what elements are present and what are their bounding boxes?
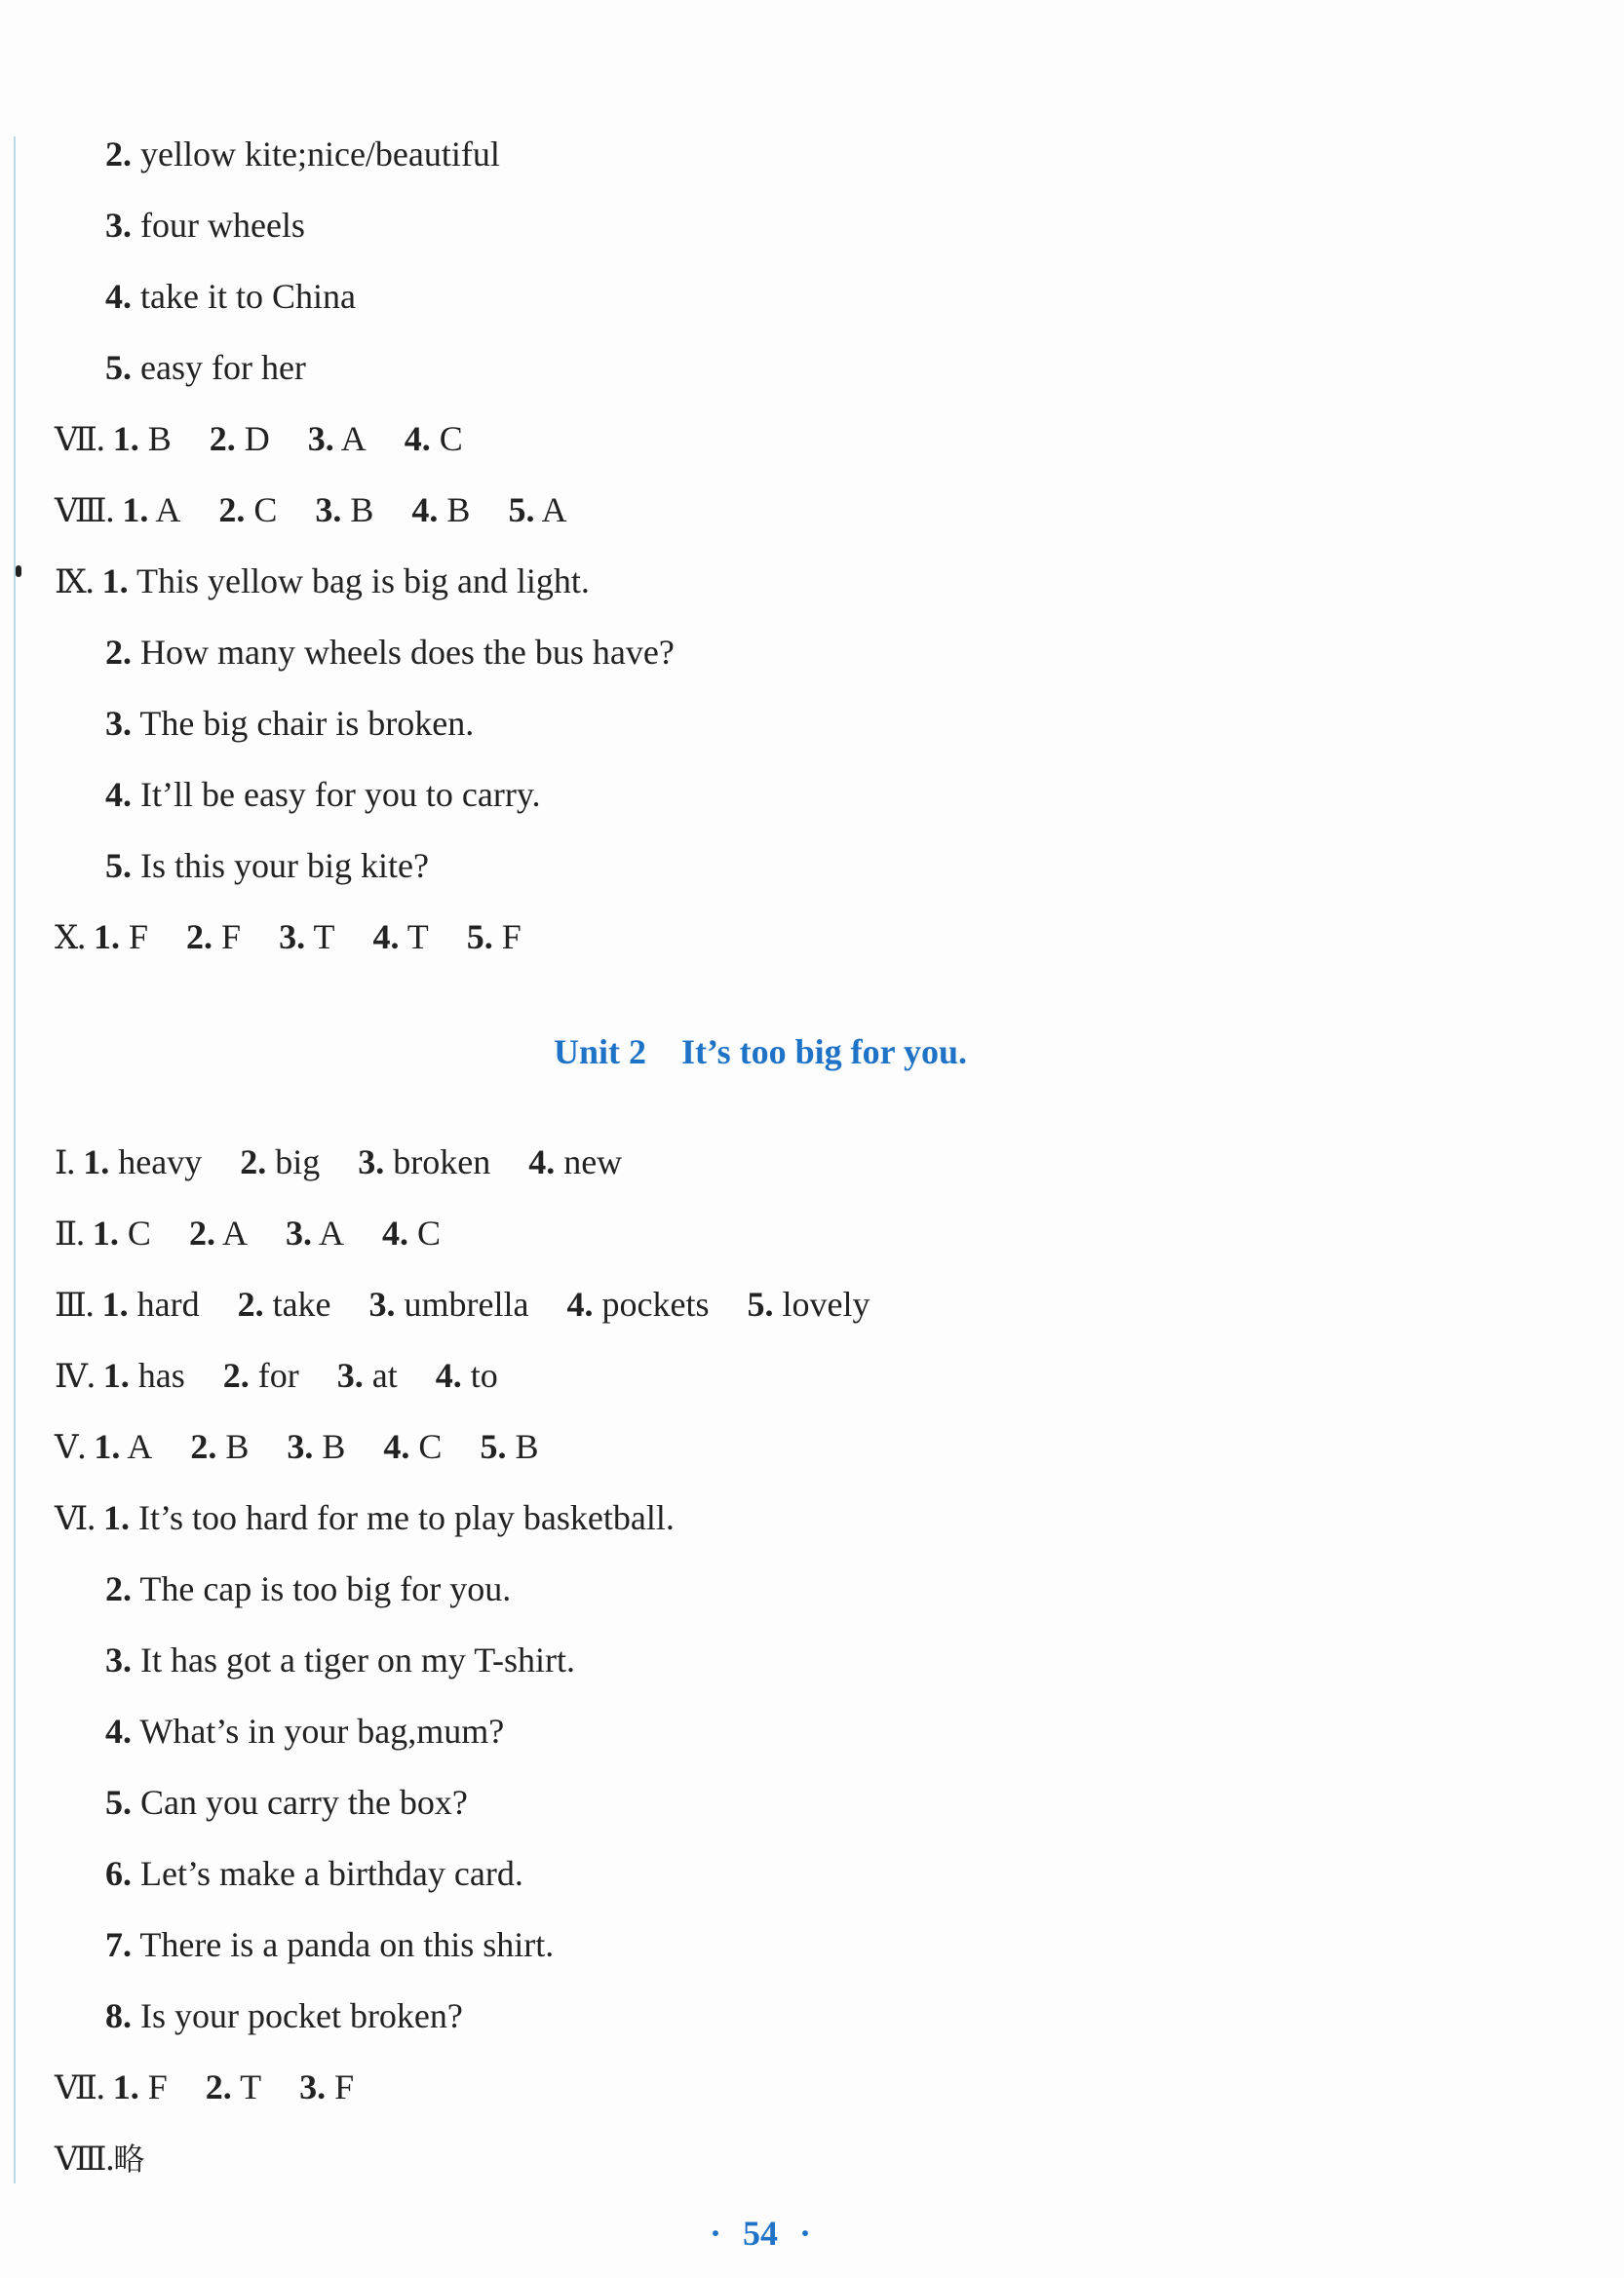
answer-text: It’ll be easy for you to carry.	[132, 775, 541, 814]
item-answer: F	[501, 917, 522, 956]
answer-text: What’s in your bag,mum?	[132, 1712, 505, 1751]
item-number: 4.	[383, 1427, 410, 1466]
item-answer: A	[340, 419, 367, 458]
item-answer: big	[275, 1142, 321, 1181]
item-number: 2.	[190, 1427, 217, 1466]
unit-section-6-line-1	[55, 1496, 675, 1540]
section-numeral: Ⅱ.	[55, 1215, 84, 1254]
item-number: 4.	[372, 917, 400, 956]
item-answer: A	[318, 1214, 344, 1253]
answer-text: This yellow bag is big and light.	[128, 561, 590, 600]
answer-line	[105, 275, 356, 318]
item-number: 2.	[218, 490, 246, 529]
item-number: 2.	[186, 917, 213, 956]
unit-section-4-answers	[55, 1354, 498, 1398]
item-answer: A	[221, 1214, 248, 1253]
item-number: 2.	[205, 2067, 232, 2106]
item-answer: T	[406, 917, 429, 956]
answer-number: 5.	[105, 846, 132, 885]
answer-number: 2.	[105, 135, 132, 174]
answer-line	[105, 1923, 554, 1966]
item-answer: F	[147, 2067, 168, 2106]
answer-line	[105, 204, 305, 247]
item-number: 4.	[528, 1142, 556, 1181]
item-answer: C	[416, 1214, 441, 1253]
item-answer: for	[257, 1356, 299, 1395]
section-numeral: Ⅷ.	[55, 2140, 114, 2179]
answer-number: 4.	[105, 277, 132, 316]
unit-label: Unit 2	[553, 1032, 646, 1071]
answer-line	[105, 1567, 511, 1610]
item-answer: lovely	[782, 1285, 870, 1324]
answer-number: 5.	[105, 1783, 132, 1822]
answer-line	[105, 702, 474, 745]
answer-text: four wheels	[132, 206, 305, 245]
unit-heading	[0, 1031, 1521, 1072]
answer-text: easy for her	[132, 348, 306, 387]
answer-number: 7.	[105, 1925, 132, 1964]
item-number: 1.	[102, 1356, 130, 1395]
item-answer: broken	[393, 1142, 491, 1181]
section-numeral: Ⅲ.	[55, 1286, 94, 1325]
item-number: 1.	[92, 1214, 119, 1253]
item-answer: T	[313, 917, 335, 956]
item-number: 3.	[299, 2067, 327, 2106]
section-8-answers	[55, 488, 566, 532]
item-answer: take	[272, 1285, 331, 1324]
answer-line	[105, 1781, 468, 1824]
item-number: 2.	[237, 1285, 264, 1324]
item-answer: B	[515, 1427, 539, 1466]
answer-line	[105, 1994, 463, 2037]
item-number: 4.	[435, 1356, 462, 1395]
answer-number: 3.	[105, 206, 132, 245]
item-answer: at	[371, 1356, 398, 1395]
answer-number: 8.	[105, 1996, 132, 2035]
answer-number: 3.	[105, 1641, 132, 1680]
page-number-footer	[0, 2213, 1521, 2254]
item-number: 3.	[315, 490, 342, 529]
item-answer: B	[350, 490, 374, 529]
answer-line	[105, 844, 429, 887]
answer-text: How many wheels does the bus have?	[132, 633, 675, 672]
item-answer: D	[244, 419, 270, 458]
item-number: 2.	[188, 1214, 215, 1253]
unit-section-1-answers	[55, 1140, 622, 1184]
item-number: 5.	[466, 917, 493, 956]
item-number: 3.	[358, 1142, 385, 1181]
item-number: 1.	[122, 490, 149, 529]
item-number: 4.	[404, 419, 431, 458]
answer-text: yellow kite;nice/beautiful	[132, 135, 500, 174]
section-9-line-1	[55, 560, 590, 603]
unit-section-2-answers	[55, 1212, 441, 1255]
item-number: 3.	[307, 419, 334, 458]
item-number: 1.	[101, 1285, 129, 1324]
item-answer: F	[334, 2067, 355, 2106]
omitted-answer: 略	[113, 2141, 145, 2178]
item-number: 3.	[336, 1356, 364, 1395]
unit-section-8-answers	[55, 2137, 144, 2181]
item-answer: A	[127, 1427, 153, 1466]
footer-dot: ·	[799, 2214, 812, 2253]
answer-text: It’s too hard for me to play basketball.	[130, 1498, 675, 1537]
item-number: 4.	[411, 490, 439, 529]
answer-line	[105, 773, 541, 816]
unit-section-7-answers	[55, 2066, 354, 2109]
answer-number: 2.	[105, 633, 132, 672]
item-number: 1.	[94, 917, 121, 956]
item-answer: has	[137, 1356, 185, 1395]
item-answer: C	[253, 490, 278, 529]
item-number: 4.	[566, 1285, 594, 1324]
answer-line	[105, 1710, 504, 1753]
item-answer: heavy	[118, 1142, 203, 1181]
item-number: 1.	[112, 2067, 139, 2106]
item-number: 5.	[747, 1285, 774, 1324]
item-number: 1.	[112, 419, 139, 458]
item-number: 5.	[480, 1427, 507, 1466]
answer-number: 1.	[103, 1498, 131, 1537]
unit-title: It’s too big for you.	[681, 1032, 968, 1071]
answer-number: 6.	[105, 1854, 132, 1893]
section-numeral: Ⅸ.	[55, 562, 94, 601]
footer-dot: ·	[709, 2214, 721, 2253]
answer-number: 5.	[105, 348, 132, 387]
unit-section-5-answers	[55, 1425, 538, 1469]
item-number: 3.	[285, 1214, 312, 1253]
item-number: 1.	[83, 1142, 110, 1181]
item-number: 3.	[368, 1285, 396, 1324]
answer-number: 3.	[105, 704, 132, 743]
item-answer: to	[470, 1356, 498, 1395]
section-7-answers	[55, 417, 463, 461]
answer-number: 1.	[101, 561, 129, 600]
section-numeral: Ⅶ.	[55, 2068, 104, 2107]
answer-text: It has got a tiger on my T-shirt.	[132, 1641, 575, 1680]
answer-text: Let’s make a birthday card.	[132, 1854, 523, 1893]
item-answer: C	[418, 1427, 443, 1466]
answer-number: 4.	[105, 775, 132, 814]
section-numeral: Ⅴ.	[55, 1428, 86, 1467]
answer-line	[105, 1852, 523, 1895]
item-answer: F	[129, 917, 149, 956]
item-number: 3.	[287, 1427, 314, 1466]
section-10-answers	[55, 915, 522, 959]
answer-text: There is a panda on this shirt.	[132, 1925, 555, 1964]
item-answer: B	[147, 419, 172, 458]
section-numeral: Ⅰ.	[55, 1143, 75, 1182]
answer-text: Can you carry the box?	[132, 1783, 468, 1822]
item-number: 2.	[240, 1142, 267, 1181]
item-answer: pockets	[601, 1285, 710, 1324]
answer-line	[105, 631, 675, 674]
item-answer: B	[446, 490, 471, 529]
item-number: 3.	[279, 917, 306, 956]
answer-line	[105, 133, 500, 175]
item-number: 2.	[222, 1356, 250, 1395]
item-number: 4.	[381, 1214, 408, 1253]
item-answer: F	[221, 917, 242, 956]
section-numeral: Ⅷ.	[55, 491, 114, 530]
answer-number: 2.	[105, 1569, 132, 1608]
page-number: 54	[743, 2214, 778, 2253]
answer-text: take it to China	[132, 277, 356, 316]
section-numeral: Ⅵ.	[55, 1499, 96, 1538]
answer-number: 4.	[105, 1712, 132, 1751]
item-answer: new	[563, 1142, 623, 1181]
item-number: 1.	[94, 1427, 121, 1466]
section-numeral: Ⅳ.	[55, 1357, 95, 1396]
unit-section-3-answers	[55, 1283, 870, 1327]
item-number: 5.	[508, 490, 535, 529]
item-answer: hard	[136, 1285, 200, 1324]
section-numeral: Ⅶ.	[55, 420, 104, 459]
answer-line	[105, 1639, 575, 1681]
answer-text: Is your pocket broken?	[132, 1996, 463, 2035]
item-answer: T	[240, 2067, 262, 2106]
item-answer: A	[155, 490, 181, 529]
item-answer: B	[322, 1427, 346, 1466]
section-numeral: Ⅹ.	[55, 918, 86, 957]
answer-text: The cap is too big for you.	[132, 1569, 512, 1608]
item-number: 2.	[209, 419, 236, 458]
item-answer: C	[127, 1214, 151, 1253]
item-answer: umbrella	[404, 1285, 529, 1324]
answer-text: Is this your big kite?	[132, 846, 429, 885]
answer-line	[105, 346, 306, 389]
item-answer: A	[541, 490, 567, 529]
item-answer: B	[225, 1427, 250, 1466]
item-answer: C	[439, 419, 463, 458]
answer-text: The big chair is broken.	[132, 704, 475, 743]
